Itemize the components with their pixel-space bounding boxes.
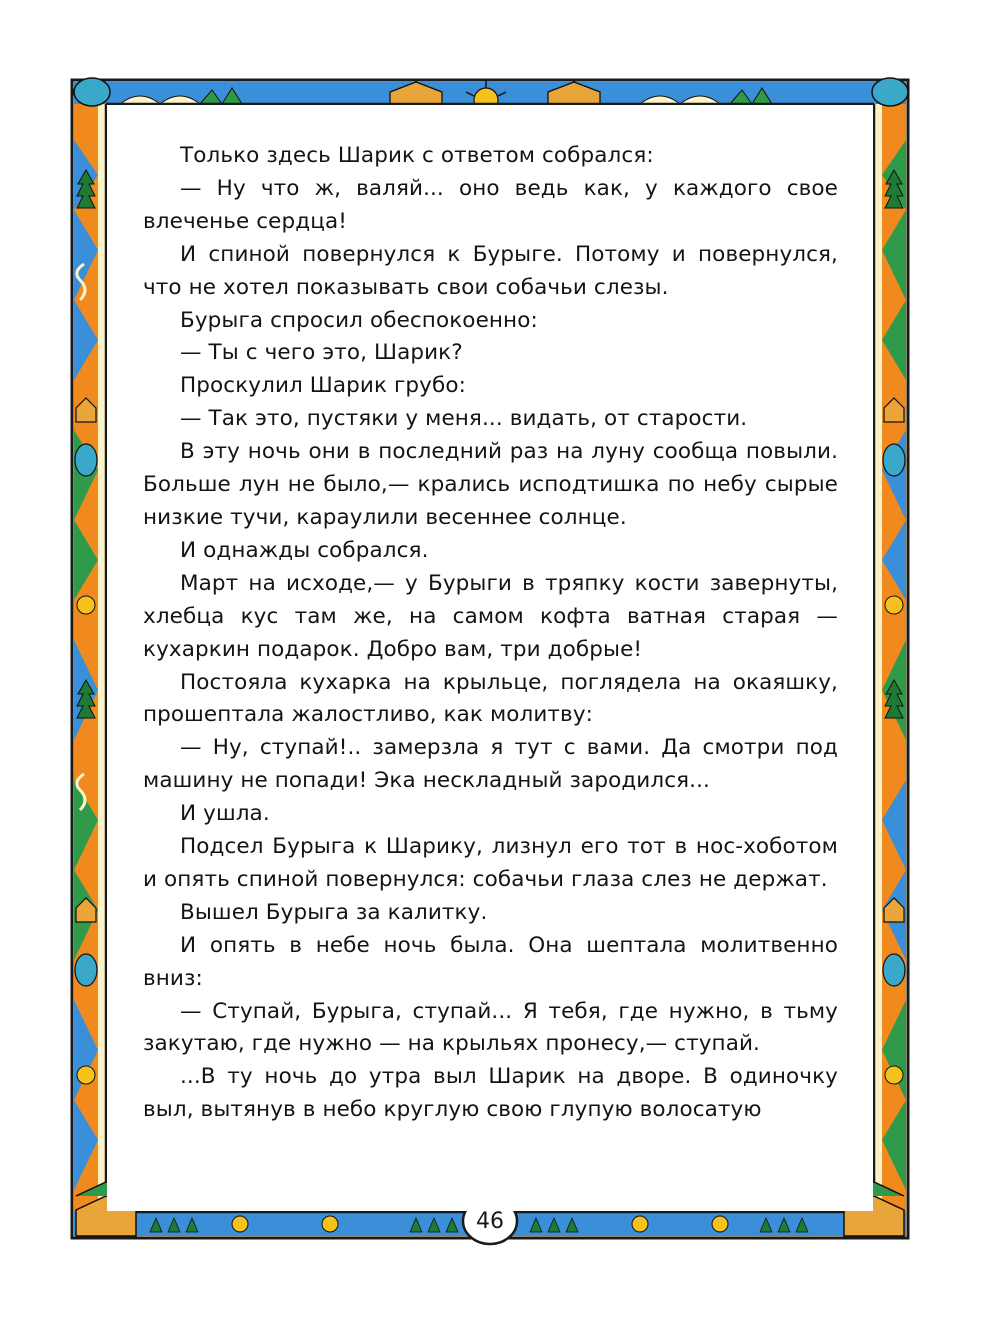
paragraph: Постояла кухарка на крыльце, поглядела на окаяшку, прошептала жалостливо, как молитву: — [143, 669, 838, 728]
text-body — [143, 140, 838, 1180]
right-border-strip — [874, 104, 906, 1212]
paragraph: — Ну, ступай!.. замерзла я тут с вами. Да смотри под машину не попади! Эка нескладный зародился... — [143, 735, 838, 794]
paragraph: Только здесь Шарик с ответом собрался: — [180, 143, 654, 168]
page-number: 46 — [476, 1208, 504, 1234]
left-border-strip — [74, 104, 106, 1212]
paragraph: В эту ночь они в последний раз на луну сообща повыли. Больше лун не было,— крались исподтишка по небу сырые низкие тучи, караулили весеннее солнце. — [143, 439, 838, 530]
paragraph: — Ну что ж, валяй... оно ведь как, у каждого свое влеченье сердца! — [143, 175, 838, 234]
paragraph: — Ты с чего это, Шарик? — [180, 340, 463, 366]
paragraph: Март на исходе,— у Бурыги в тряпку кости завернуты, хлебца кус там же, на самом кофта ватная старая — кухаркин подарок. Добро вам, три добрые! — [143, 570, 838, 662]
paragraph: ...В ту ночь до утра выл Шарик на дворе. В одиночку выл, вытянув в небо круглую свою глупую волосатую — [143, 1064, 838, 1123]
paragraph: И ушла. — [180, 801, 270, 827]
paragraph: И однажды собрался. — [180, 537, 429, 563]
paragraph: И спиной повернулся к Бурыге. Потому и повернулся, что не хотел показывать свои собачьи слезы. — [143, 241, 838, 300]
paragraph: Вышел Бурыга за калитку. — [180, 899, 488, 925]
paragraph: — Так это, пустяки у меня... видать, от старости. — [180, 406, 748, 432]
paragraph: И опять в небе ночь была. Она шептала молитвенно вниз: — [143, 932, 838, 991]
paragraph: — Ступай, Бурыга, ступай... Я тебя, где нужно, в тьму закутаю, где нужно — на крыльях пронесу,— ступай. — [143, 998, 838, 1057]
paragraph: Подсел Бурыга к Шарику, лизнул его тот в нос-хоботом и опять спиной повернулся: собачьи глаза слез не держат. — [143, 834, 838, 892]
paragraph: Проскулил Шарик грубо: — [180, 373, 466, 399]
paragraph: Бурыга спросил обеспокоенно: — [180, 307, 538, 333]
